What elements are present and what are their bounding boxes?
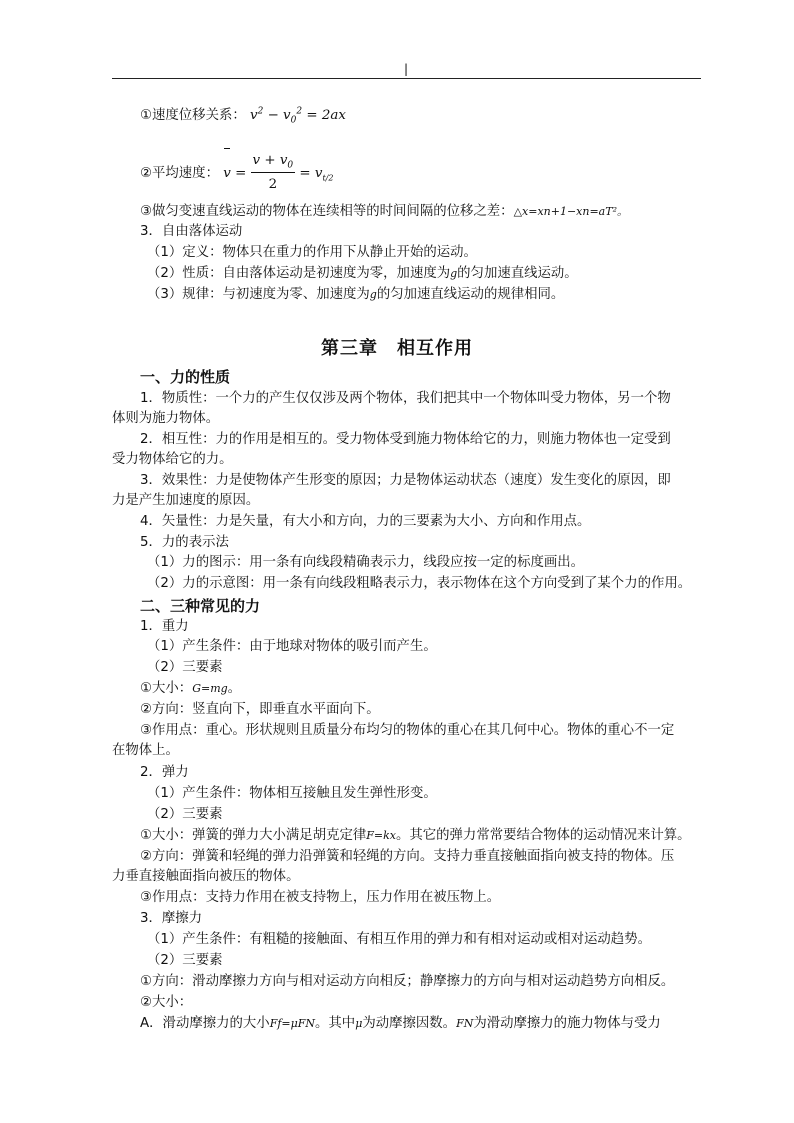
list-item: A．滑动摩擦力的大小Ff=μFN。其中μ为动摩擦因数。FN为滑动摩擦力的施力物体与受力 [140,1016,661,1031]
list-item: 力垂直接触面指向被压的物体。 [112,869,300,884]
list-item: ②方向：竖直向下，即垂直水平面向下。 [140,702,380,717]
subsection-title: 1．重力 [140,619,189,634]
formula-expression: v = $\frac{v + v_0}{2}$ = $v_{t/2}$ [223,166,333,181]
list-item: ①大小：弹簧的弹力大小满足胡克定律F=kx。其它的弹力常常要结合物体的运动情况来计算。 [140,828,691,843]
section-heading-common-forces: 二、三种常见的力 [140,597,261,615]
formula-expression: $v^2 - v_0^2 = 2ax$ [250,106,346,126]
formula-average-velocity [140,150,732,197]
header-rule [112,78,701,79]
paragraph: 2．相互性：力的作用是相互的。受力物体受到施力物体给它的力，则施力物体也一定受到 [140,432,671,447]
freefall-law: （3）规律：与初速度为零、加速度为g的匀加速直线运动的规律相同。 [147,287,565,302]
list-item: ①大小：G=mg。 [140,681,242,696]
list-item: ②方向：弹簧和轻绳的弹力沿弹簧和轻绳的方向。支持力垂直接触面指向被支持的物体。压 [140,849,675,864]
formula-label: ②平均速度： [140,166,219,181]
chapter-title: 第三章 相互作用 [321,338,473,359]
list-item: （1）产生条件：物体相互接触且发生弹性形变。 [147,786,437,801]
list-item: ②大小： [140,995,193,1010]
list-item: ③作用点：支持力作用在被支持物上，压力作用在被压物上。 [140,890,501,905]
formula-displacement-difference: ③做匀变速直线运动的物体在连续相等的时间间隔的位移之差：△x=xn+1−xn=aT²。 [140,204,628,219]
paragraph: 力是产生加速度的原因。 [112,493,260,508]
list-item: ①方向：滑动摩擦力方向与相对运动方向相反；静摩擦力的方向与相对运动趋势方向相反。 [140,974,675,989]
list-item: （2）三要素 [147,660,223,675]
list-item: （1）产生条件：由于地球对物体的吸引而产生。 [147,639,437,654]
paragraph: 受力物体给它的力。 [112,452,233,467]
paragraph: 3．效果性：力是使物体产生形变的原因；力是物体运动状态（速度）发生变化的原因，即 [140,473,671,488]
formula-expression: △x=xn+1−xn=aT²。 [513,205,628,218]
section-heading-force-properties: 一、力的性质 [140,368,231,386]
freefall-definition: （1）定义：物体只在重力的作用下从静止开始的运动。 [147,245,477,260]
freefall-property: （2）性质：自由落体运动是初速度为零，加速度为g的匀加速直线运动。 [147,266,578,281]
paragraph: 体则为施力物体。 [112,411,220,426]
list-item: ③作用点：重心。形状规则且质量分布均匀的物体的重心在其几何中心。物体的重心不一定 [140,723,675,738]
header-mark: | [404,62,409,76]
list-item: （2）三要素 [147,953,223,968]
list-item: （1）产生条件：有粗糙的接触面、有相互作用的弹力和有相对运动或相对运动趋势。 [147,932,651,947]
list-item: （1）力的图示：用一条有向线段精确表示力，线段应按一定的标度画出。 [147,555,585,570]
list-item: （2）力的示意图：用一条有向线段粗略表示力，表示物体在这个方向受到了某个力的作用。 [147,576,692,591]
paragraph: 4．矢量性：力是矢量，有大小和方向，力的三要素为大小、方向和作用点。 [140,514,591,529]
paragraph: 5．力的表示法 [140,535,229,550]
formula-label: ①速度位移关系： [140,108,246,123]
formula-velocity-displacement [140,106,732,126]
list-item: 在物体上。 [112,743,179,758]
list-item: （2）三要素 [147,807,223,822]
freefall-title: 3．自由落体运动 [140,224,243,239]
subsection-title: 3．摩擦力 [140,911,203,926]
subsection-title: 2．弹力 [140,765,189,780]
paragraph: 1．物质性：一个力的产生仅仅涉及两个物体，我们把其中一个物体叫受力物体，另一个物 [140,391,671,406]
